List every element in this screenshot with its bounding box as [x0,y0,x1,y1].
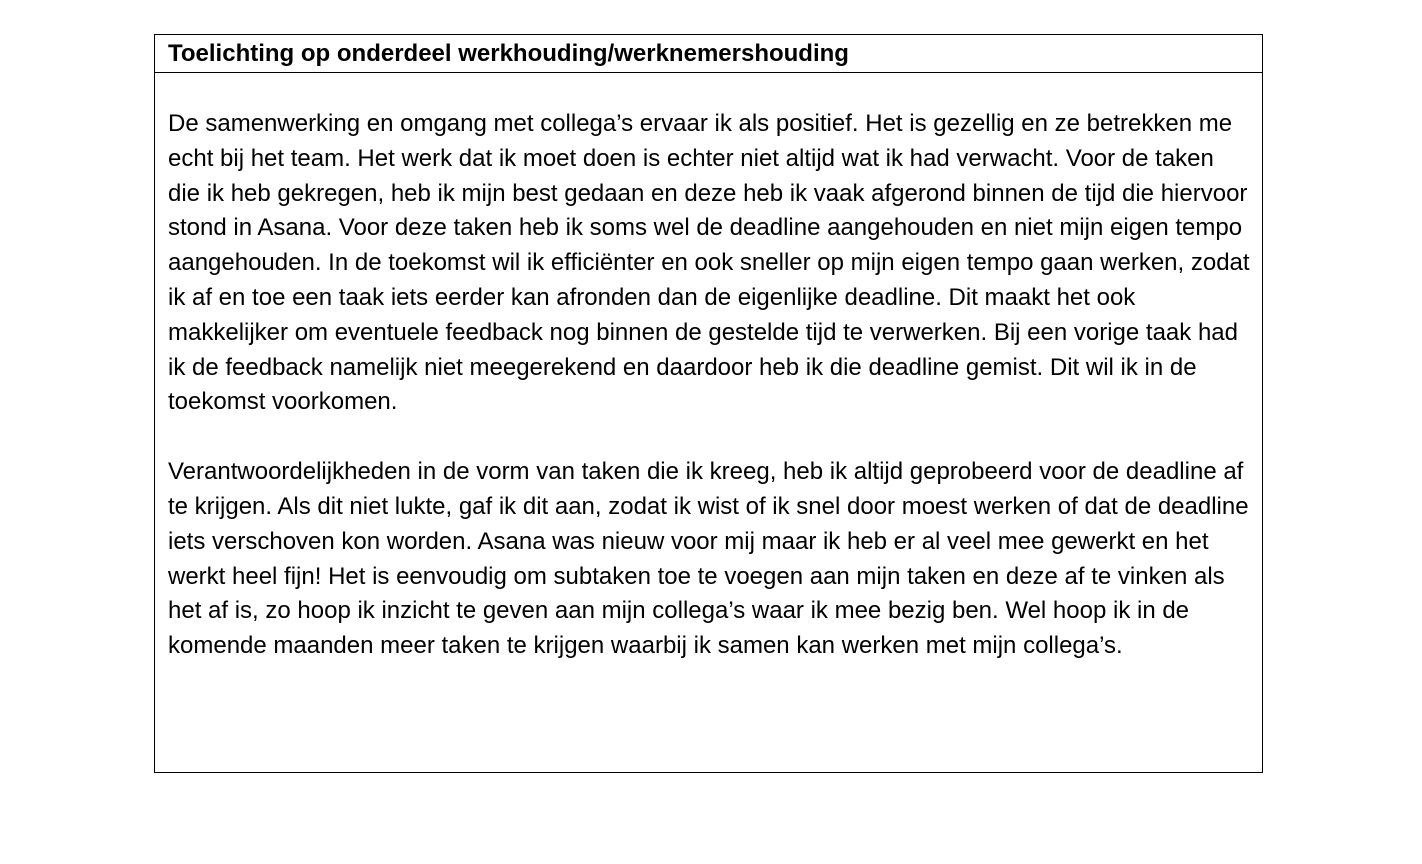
document-table [154,34,1263,773]
table-heading: Toelichting op onderdeel werkhouding/werknemershouding [155,35,1262,73]
table-body [155,73,1262,664]
paragraph-collaboration: De samenwerking en omgang met collega’s ervaar ik als positief. Het is gezellig en ze betrekken me echt bij het team. Het werk dat ik moet doen is echter niet altijd wat ik had verwacht. Voor de taken die ik heb gekregen, heb ik mijn best gedaan en deze heb ik vaak afgerond binnen de tijd die hiervoor stond in Asana. Voor deze taken heb ik soms wel de deadline aangehouden en niet mijn eigen tempo aangehouden. In de toekomst wil ik efficiënter en ook sneller op mijn eigen tempo gaan werken, zodat ik af en toe een taak iets eerder kan afronden dan de eigenlijke deadline. Dit maakt het ook makkelijker om eventuele feedback nog binnen de gestelde tijd te verwerken. Bij een vorige taak had ik de feedback namelijk niet meegerekend en daardoor heb ik die deadline gemist. Dit wil ik in de toekomst voorkomen. [168,110,1250,416]
paragraph-responsibilities: Verantwoordelijkheden in de vorm van taken die ik kreeg, heb ik altijd geprobeerd voor de deadline af te krijgen. Als dit niet lukte, gaf ik dit aan, zodat ik wist of ik snel door moest werken of dat de deadline iets verschoven kon worden. Asana was nieuw voor mij maar ik heb er al veel mee gewerkt en het werkt heel fijn! Het is eenvoudig om subtaken toe te voegen aan mijn taken en deze af te vinken als het af is, zo hoop ik inzicht te geven aan mijn collega’s waar ik mee bezig ben. Wel hoop ik in de komende maanden meer taken te krijgen waarbij ik samen kan werken met mijn collega’s. [168,458,1249,660]
